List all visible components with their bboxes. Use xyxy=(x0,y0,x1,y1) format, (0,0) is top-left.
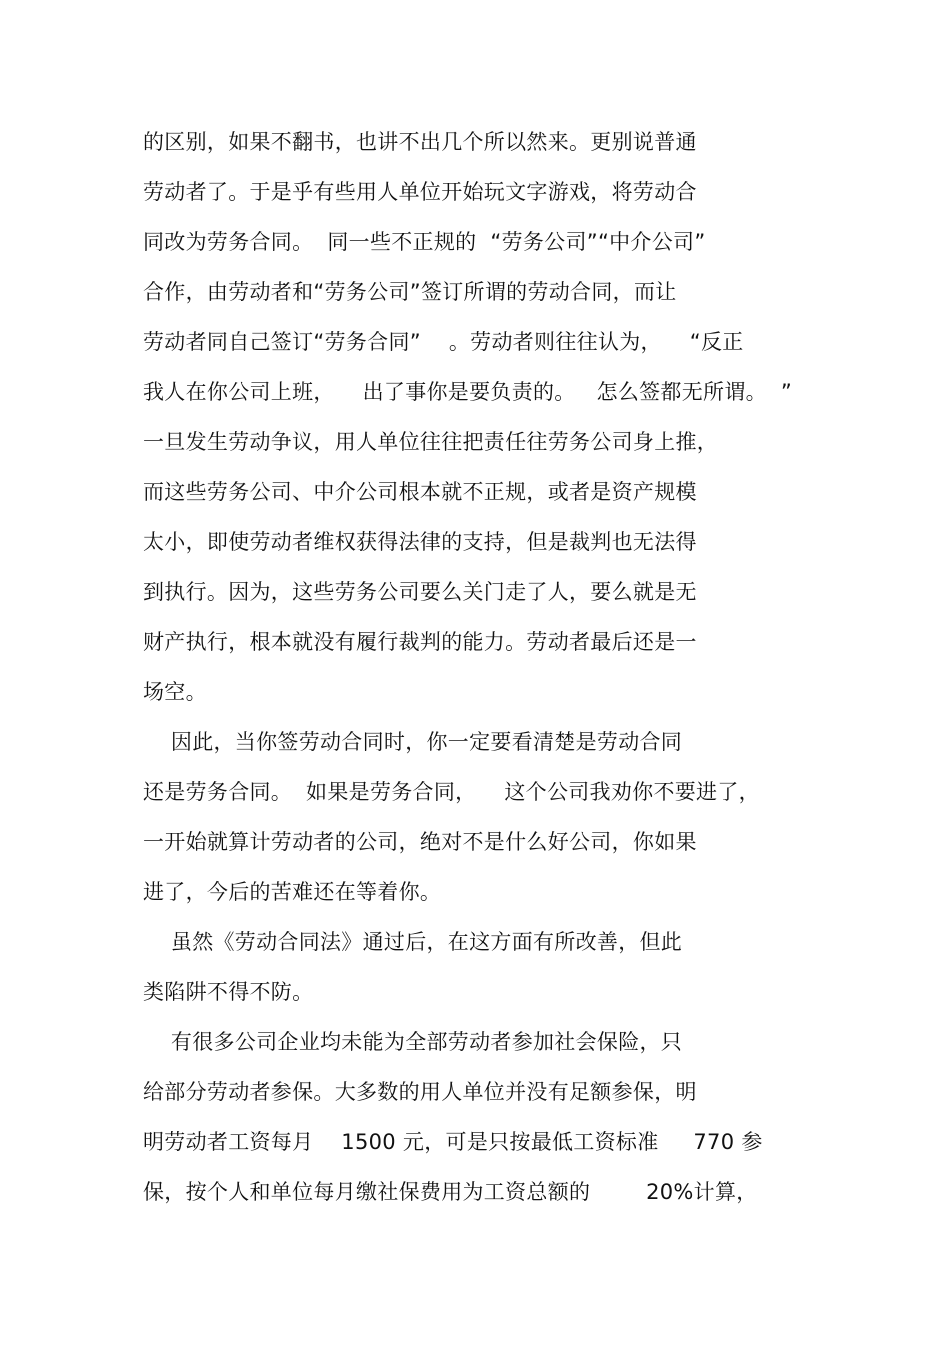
body-text xyxy=(143,117,823,1217)
text-line: 类陷阱不得不防。 xyxy=(143,980,314,1004)
text-line: 到执行。因为，这些劳务公司要么关门走了人，要么就是无 xyxy=(143,580,697,604)
text-line: 虽然《劳动合同法》通过后，在这方面有所改善，但此 xyxy=(143,930,683,954)
text-line: 一旦发生劳动争议，用人单位往往把责任往劳务公司身上推， xyxy=(143,430,719,454)
text-line: 进了，今后的苦难还在等着你。 xyxy=(143,880,442,904)
text-line: 有很多公司企业均未能为全部劳动者参加社会保险，只 xyxy=(143,1030,683,1054)
text-line: 保，按个人和单位每月缴社保费用为工资总额的 20%计算， xyxy=(143,1180,758,1204)
text-line: 还是劳务合同。 如果是劳务合同， 这个公司我劝你不要进了， xyxy=(143,780,760,804)
text-line: 劳动者了。于是乎有些用人单位开始玩文字游戏，将劳动合 xyxy=(143,180,697,204)
text-line: 而这些劳务公司、中介公司根本就不正规，或者是资产规模 xyxy=(143,480,697,504)
text-line: 因此，当你签劳动合同时，你一定要看清楚是劳动合同 xyxy=(143,730,683,754)
text-line: 我人在你公司上班， 出了事你是要负责的。 怎么签都无所谓。 ” xyxy=(143,380,793,404)
text-line: 合作，由劳动者和“劳务公司”签订所谓的劳动合同，而让 xyxy=(143,280,677,304)
text-line: 财产执行，根本就没有履行裁判的能力。劳动者最后还是一 xyxy=(143,630,697,654)
text-line: 场空。 xyxy=(143,680,207,704)
text-line: 明劳动者工资每月 1500 元，可是只按最低工资标准 770 参 xyxy=(143,1130,763,1154)
text-line: 的区别，如果不翻书，也讲不出几个所以然来。更别说普通 xyxy=(143,130,697,154)
text-line: 一开始就算计劳动者的公司，绝对不是什么好公司，你如果 xyxy=(143,830,697,854)
text-line: 劳动者同自己签订“劳务合同” 。劳动者则往往认为， “反正 xyxy=(143,330,744,354)
text-line: 太小，即使劳动者维权获得法律的支持，但是裁判也无法得 xyxy=(143,530,697,554)
text-line: 给部分劳动者参保。大多数的用人单位并没有足额参保，明 xyxy=(143,1080,697,1104)
text-line: 同改为劳务合同。 同一些不正规的 “劳务公司”“中介公司” xyxy=(143,230,706,254)
